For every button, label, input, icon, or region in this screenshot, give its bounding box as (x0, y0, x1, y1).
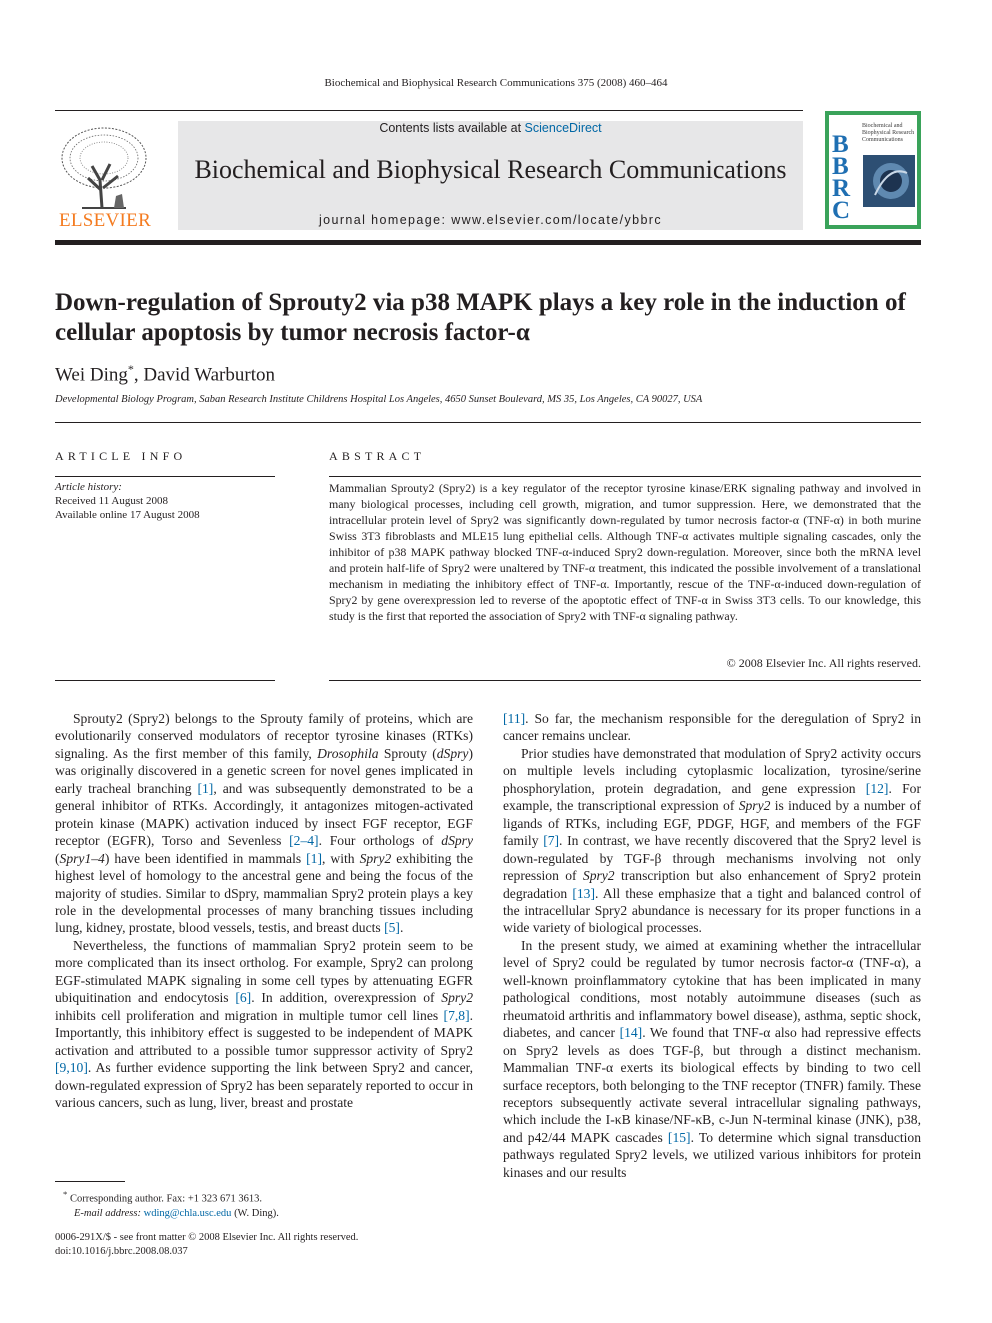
reference-link[interactable]: [7,8] (443, 1007, 470, 1023)
title-rule (55, 422, 921, 423)
abstract-heading: ABSTRACT (329, 449, 426, 463)
abstract-bottom-rule (329, 680, 921, 681)
author-list (55, 362, 275, 386)
body-column-right (503, 710, 921, 1181)
article-title: Down-regulation of Sprouty2 via p38 MAPK plays a key role in the induction of cellular apoptosis by tumor necrosis factor-α (55, 289, 906, 346)
cover-journal-name: Biochemical and Biophysical Research Communications (862, 123, 915, 143)
abstract-copyright: © 2008 Elsevier Inc. All rights reserved. (726, 656, 921, 670)
reference-link[interactable]: [13] (572, 885, 595, 901)
article-info-bottom-rule (55, 680, 275, 681)
contents-line (178, 121, 803, 135)
cover-letter: R (832, 175, 851, 202)
body-paragraph: Prior studies have demonstrated that modulation of Spry2 activity occurs on multiple levels including cytoplasmic localization, tyrosine/serine phosphorylation, protein degradation, and gene expression [12]. For example, the transcriptional expression of Spry2 is induced by a number of ligands of RTKs, including EGF, PDGF, HGF, and members of the FGF family [7]. In contrast, we have recently discovered that the Spry2 level is down-regulated by TGF-β through mechanisms involving not only repression of Spry2 transcription but also enhancement of Spry2 protein degradation [13]. All these emphasize that a tight and balanced control of the intracellular Spry2 abundance is necessary for its proper functions in a wide variety of biological processes. (503, 745, 921, 936)
journal-cover (825, 111, 921, 229)
body-paragraph: [11]. So far, the mechanism responsible for the deregulation of Spry2 in cancer remains unclear. (503, 711, 921, 744)
history-label: Article history: (55, 481, 122, 493)
reference-link[interactable]: [7] (543, 833, 560, 849)
cover-letter: C (832, 197, 851, 224)
contents-prefix: Contents lists available at (379, 121, 522, 135)
cover-letter: B (832, 131, 849, 158)
corresponding-author-note: * Corresponding author. Fax: +1 323 671 3613. (63, 1189, 262, 1205)
email-link[interactable]: wding@chla.usc.edu (143, 1207, 232, 1219)
journal-citation: Biochemical and Biophysical Research Communications 375 (2008) 460–464 (324, 77, 668, 89)
journal-title: Biochemical and Biophysical Research Communications (194, 155, 787, 184)
article-info-heading: ARTICLE INFO (55, 449, 187, 463)
footnote-rule (55, 1181, 125, 1182)
corresponding-author-mark[interactable]: * (127, 362, 134, 376)
issn-line: 0006-291X/$ - see front matter © 2008 Elsevier Inc. All rights reserved. (55, 1232, 359, 1243)
reference-link[interactable]: [6] (235, 990, 252, 1006)
author-name: David Warburton (143, 364, 275, 386)
reference-link[interactable]: [12] (865, 780, 889, 796)
doi-line[interactable]: doi:10.1016/j.bbrc.2008.08.037 (55, 1246, 188, 1257)
reference-link[interactable]: [5] (384, 920, 400, 936)
abstract-rule (329, 476, 921, 477)
body-paragraph: Nevertheless, the functions of mammalian Spry2 protein seem to be more complicated than its insect ortholog. For example, Spry2 can prolong EGF-stimulated MAPK signaling in some cell types by attenuating EGFR ubiquitination and endocytosis [6]. In addition, overexpression of Spry2 inhibits cell proliferation and migration in multiple tumor cell lines [7,8]. Importantly, this inhibitory effect is suggested to be independent of MAPK activation and attributed to a possible tumor suppressor activity of Spry2 [9,10]. As further evidence supporting the link between Spry2 and cancer, down-regulated expression of Spry2 has been separately reported to occur in various cancers, such as lung, liver, breast and prostate (55, 937, 474, 1110)
reference-link[interactable]: [14] (619, 1025, 643, 1041)
reference-link[interactable]: [11] (503, 711, 526, 726)
journal-cover-inner (829, 115, 917, 225)
body-column-left (55, 710, 473, 1111)
body-paragraph: In the present study, we aimed at examining whether the intracellular level of Spry2 could be regulated by tumor necrosis factor-α (TNF-α), a well-known proinflammatory cytokine that has been implicated in many pathological conditions, most notably autoimmune diseases (such as rheumatoid arthritis and inflammatory bowel disease), asthma, septic shock, diabetes, and cancer [14]. We found that TNF-α also had repressive effects on Spry2 levels as does TGF-β, but through a distinct mechanism. Mammalian TNF-α exerts its biological effects by binding to two cell surface receptors, both belonging to the TNF receptor (TNFR) family. These receptors subsequently activate several intracellular signaling pathways, which include the I-κB kinase/NF-κB, c-Jun N-terminal kinase (JNK), p38, and p42/44 MAPK cascades [15]. To determine which signal transduction pathways regulated Spry2 levels, we utilized various inhibitors for protein kinases and our results (503, 937, 922, 1180)
cover-image (863, 155, 915, 207)
available-date: Available online 17 August 2008 (55, 509, 200, 521)
body-paragraph: Sprouty2 (Spry2) belongs to the Sprouty family of proteins, which are evolutionarily conserved modulators of receptor tyrosine kinases (RTKs) signaling. As the first member of this family, Drosophila Sprouty (dSpry) was originally discovered in a genetic screen for novel genes implicated in early tracheal branching [1], and was subsequently demonstrated to be a general inhibitor of RTKs. Accordingly, it antagonizes mitogen-activated protein kinase (MAPK) activation induced by insect FGF receptor, EGF receptor (EGFR), Torso and Sevenless [2–4]. Four orthologs of dSpry (Spry1–4) have been identified in mammals [1], with Spry2 exhibiting the highest level of homology to the ancestral gene and being the focus of the majority of studies. Similar to dSpry, mammalian Spry2 protein plays a key role in the developmental processes of many branching tissues including lung, kidney, prostate, blood vessels, testis, and breast ducts [5]. (55, 711, 473, 936)
header-thick-rule (55, 240, 921, 245)
header-rule (55, 110, 803, 111)
sciencedirect-link[interactable]: ScienceDirect (524, 121, 602, 135)
journal-homepage[interactable]: journal homepage: www.elsevier.com/locate/ybbrc (318, 213, 663, 227)
reference-link[interactable]: [1] (197, 780, 214, 796)
email-note: E-mail address: wding@chla.usc.edu (W. Ding). (74, 1207, 279, 1219)
abstract-text: Mammalian Sprouty2 (Spry2) is a key regulator of the receptor tyrosine kinase/ERK signaling pathway and involved in many biological processes, including cell growth, migration, and tumor suppression. Here, we demonstrated that the intracellular protein level of Spry2 was significantly down-regulated by tumor necrosis factor-α (TNF-α) in both murine Swiss 3T3 fibroblasts and MLE15 lung epithelial cells. Although TNF-α activates multiple signaling cascades, only the inhibitor of p38 MAPK pathway blocked TNF-α-induced Spry2 down-regulation. Moreover, since both the mRNA level and protein half-life of Spry2 were unaltered by TNF-α treatment, this indicated the possible involvement of a translational mechanism in mediating the inhibitory effect of TNF-α. Importantly, rescue of the TNF-α-induced down-regulation of Spry2 by gene overexpression led to reverse of the apoptotic effect of TNF-α in Swiss 3T3 cells. To our knowledge, this study is the first that reported the association of Spry2 with TNF-α signaling pathway. (329, 481, 921, 623)
front-matter (55, 1231, 475, 1259)
elsevier-wordmark: ELSEVIER (58, 210, 152, 231)
author-affiliation: Developmental Biology Program, Saban Research Institute Childrens Hospital Los Angeles, 4650 Sunset Boulevard, MS 35, Los Angeles, CA 90027, USA (55, 394, 703, 405)
cover-letter: B (832, 153, 849, 180)
received-date: Received 11 August 2008 (55, 495, 168, 507)
footnote (55, 1187, 475, 1221)
reference-link[interactable]: [9,10] (55, 1060, 88, 1076)
article-info-rule (55, 476, 275, 477)
reference-link[interactable]: [2–4] (289, 833, 319, 849)
author-name: Wei Ding (55, 364, 128, 386)
author-separator: , (133, 364, 144, 386)
article-history (55, 480, 275, 522)
reference-link[interactable]: [15] (667, 1129, 691, 1145)
reference-link[interactable]: [1] (306, 850, 323, 866)
